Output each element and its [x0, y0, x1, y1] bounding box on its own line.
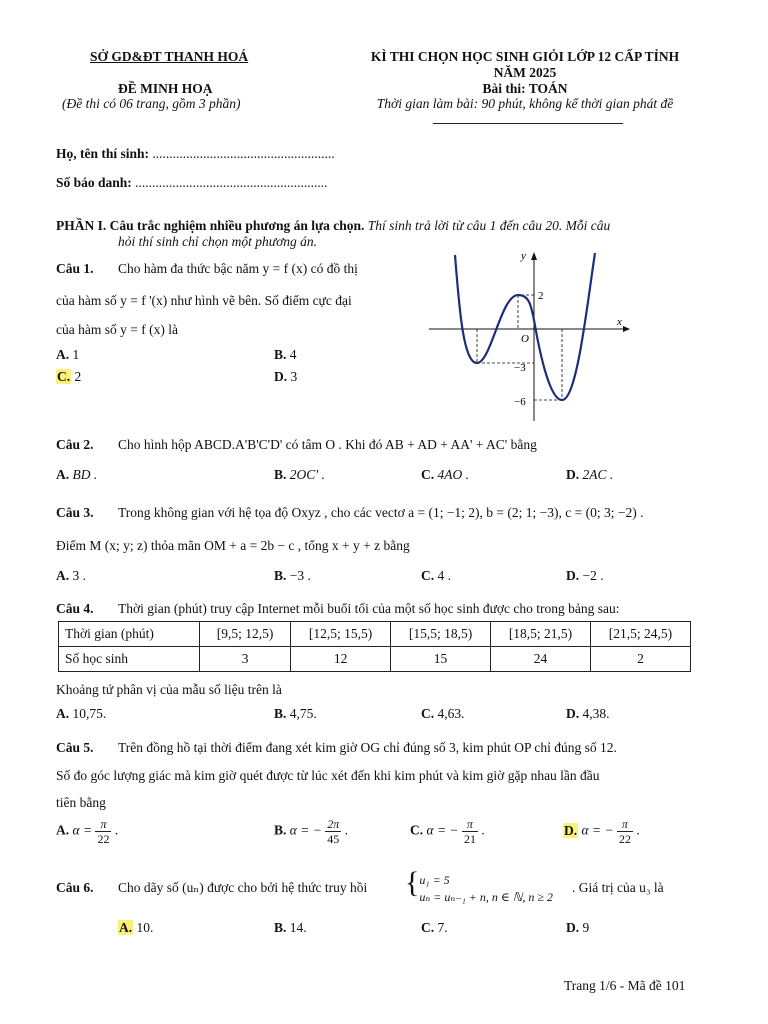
- f-prime-curve: [455, 253, 595, 400]
- q1-option-a[interactable]: [56, 347, 79, 363]
- q5-line2: Số đo góc lượng giác mà kim giờ quét được từ lúc xét đến khi kim phút và kim giờ gặp nhau lần đầu: [56, 768, 600, 783]
- table-cell: 15: [391, 647, 491, 672]
- q6-option-d-text: 9: [582, 920, 590, 935]
- table-row: [59, 647, 691, 672]
- q1-option-b[interactable]: [274, 347, 297, 363]
- q1-option-d[interactable]: [274, 369, 297, 385]
- q5-option-d-fraction: [617, 817, 633, 846]
- part1-title-italic-2: hỏi thí sinh chỉ chọn một phương án.: [118, 234, 318, 249]
- q4-option-d[interactable]: [566, 706, 610, 722]
- q2-option-d[interactable]: [566, 467, 613, 483]
- q2-option-d-key: D.: [566, 467, 580, 482]
- table-cell: Số học sinh: [59, 647, 200, 672]
- table-cell: [9,5; 12,5): [200, 622, 291, 647]
- exam-note: (Đề thi có 06 trang, gồm 3 phần): [62, 96, 241, 111]
- q3-option-a-text: 3 .: [72, 568, 86, 583]
- table-cell: 24: [491, 647, 591, 672]
- q4-text: Thời gian (phút) truy cập Internet mỗi buổi tối của một số học sinh được cho trong bảng sau:: [118, 601, 620, 616]
- graph-tick-m3: −3: [514, 362, 526, 374]
- q3-option-c-text: 4 .: [437, 568, 451, 583]
- candidate-id-label: Số báo danh:: [56, 175, 132, 190]
- q5-option-a[interactable]: A. α = $\frac{\pi}{22}$ .: [56, 817, 119, 846]
- q1-option-c[interactable]: [56, 369, 81, 385]
- q1-option-d-key: D.: [274, 369, 288, 384]
- table-cell: [15,5; 18,5): [391, 622, 491, 647]
- q1-option-c-key: C.: [57, 369, 71, 384]
- candidate-name-row: [56, 146, 335, 162]
- q6-recurrence-system: [405, 868, 553, 906]
- q1-option-a-text: 1: [72, 347, 80, 362]
- x-axis-arrow-icon: [623, 326, 630, 332]
- q5-label: Câu 5.: [56, 740, 94, 755]
- q2-option-c-text: 4AO .: [437, 467, 469, 482]
- table-cell: [12,5; 15,5): [291, 622, 391, 647]
- subject: Bài thi: TOÁN: [482, 81, 568, 96]
- q6-option-a-key: A.: [119, 920, 133, 935]
- q6-sys-line1: u₁ = 5: [419, 872, 450, 887]
- q6-option-b-text: 14.: [289, 920, 307, 935]
- q3-option-c-key: C.: [421, 568, 435, 583]
- table-cell: [18,5; 21,5): [491, 622, 591, 647]
- q5-option-a-prefix: α =: [72, 822, 93, 838]
- fraction-numerator: π: [95, 817, 111, 832]
- page-footer: Trang 1/6 - Mã đề 101: [564, 978, 686, 993]
- header-underline: [433, 123, 623, 124]
- dept-name: SỞ GD&ĐT THANH HOÁ: [90, 49, 249, 64]
- candidate-id-dots: .........................................................: [135, 175, 328, 190]
- q6-option-c[interactable]: [421, 920, 448, 936]
- fraction-denominator: 21: [463, 832, 476, 846]
- q5-option-b[interactable]: B. α = − $\frac{2\pi}{45}$ .: [274, 817, 348, 846]
- q3-option-a[interactable]: [56, 568, 86, 584]
- graph-tick-2: 2: [538, 290, 544, 302]
- q5-line3: tiên bằng: [56, 795, 106, 810]
- q5-option-a-fraction: [95, 817, 111, 846]
- q6-text-after: . Giá trị của u₃ là: [572, 880, 664, 895]
- q5-option-c-key: C.: [410, 822, 424, 838]
- q4-option-c-text: 4,63.: [437, 706, 465, 721]
- table-cell: [21,5; 24,5): [590, 622, 690, 647]
- q6-option-b[interactable]: [274, 920, 307, 936]
- q6-option-a-text: 10.: [136, 920, 154, 935]
- candidate-name-dots: ......................................................: [152, 146, 335, 161]
- q4-option-c-key: C.: [421, 706, 435, 721]
- fraction-numerator: π: [617, 817, 633, 832]
- q6-option-c-key: C.: [421, 920, 435, 935]
- fraction-numerator: 2π: [327, 817, 340, 831]
- q5-option-a-key: A.: [56, 822, 70, 838]
- q4-label: Câu 4.: [56, 601, 94, 616]
- q2-label: Câu 2.: [56, 437, 94, 452]
- brace-icon: {: [405, 866, 420, 899]
- q1-derivative-graph: [425, 245, 635, 425]
- q3-option-c[interactable]: [421, 568, 451, 584]
- q3-line1: Trong không gian với hệ tọa độ Oxyz , cho các vectơ a = (1; −1; 2), b = (2; 1; −3), c = (0; 3; −2) .: [118, 505, 644, 520]
- q6-text-before: Cho dãy số (uₙ) được cho bởi hệ thức truy hồi: [118, 880, 368, 895]
- fraction-denominator: 45: [327, 832, 340, 846]
- q3-option-d-text: −2 .: [582, 568, 604, 583]
- q4-option-a-key: A.: [56, 706, 70, 721]
- graph-x-label: x: [617, 316, 622, 328]
- part1-title-bold: PHẦN I. Câu trắc nghiệm nhiều phương án lựa chọn.: [56, 218, 365, 233]
- candidate-name-label: Họ, tên thí sinh:: [56, 146, 150, 161]
- q1-option-d-text: 3: [290, 369, 298, 384]
- candidate-id-row: [56, 175, 328, 191]
- q1-option-b-key: B.: [274, 347, 287, 362]
- q5-option-b-prefix: α = −: [289, 822, 322, 838]
- q3-option-a-key: A.: [56, 568, 70, 583]
- graph-origin-label: O: [521, 333, 529, 345]
- q6-option-b-key: B.: [274, 920, 287, 935]
- q6-option-c-text: 7.: [437, 920, 448, 935]
- q6-label: Câu 6.: [56, 880, 94, 895]
- q1-option-c-text: 2: [74, 369, 82, 384]
- y-axis-arrow-icon: [531, 252, 537, 260]
- q3-label: Câu 3.: [56, 505, 94, 520]
- q3-option-b-text: −3 .: [289, 568, 311, 583]
- table-cell: 3: [200, 647, 291, 672]
- table-cell: 12: [291, 647, 391, 672]
- table-cell: Thời gian (phút): [59, 622, 200, 647]
- q6-option-a[interactable]: [118, 920, 153, 936]
- q4-option-b-text: 4,75.: [289, 706, 317, 721]
- q2-option-b-text: 2OC' .: [289, 467, 325, 482]
- q5-option-b-fraction: [325, 817, 341, 846]
- exam-title-line1: KÌ THI CHỌN HỌC SINH GIỎI LỚP 12 CẤP TỈNH: [370, 49, 680, 64]
- q4-option-d-key: D.: [566, 706, 580, 721]
- q5-option-c-fraction: [462, 817, 478, 846]
- q2-text: Cho hình hộp ABCD.A'B'C'D' có tâm O . Khi đó AB + AD + AA' + AC' bằng: [118, 437, 537, 452]
- q1-label: Câu 1.: [56, 261, 94, 276]
- q5-option-c[interactable]: C. α = − $\frac{\pi}{21}$ .: [410, 817, 485, 846]
- q5-option-d-key: D.: [564, 822, 578, 838]
- q3-option-b-key: B.: [274, 568, 287, 583]
- q4-option-b[interactable]: [274, 706, 317, 722]
- q4-option-c[interactable]: [421, 706, 465, 722]
- q2-option-a-key: A.: [56, 467, 70, 482]
- q5-option-d-prefix: α = −: [581, 822, 614, 838]
- q1-option-a-key: A.: [56, 347, 70, 362]
- q1-option-b-text: 4: [289, 347, 297, 362]
- table-cell: 2: [590, 647, 690, 672]
- part1-title-italic: Thí sinh trả lời từ câu 1 đến câu 20. Mỗi câu: [367, 218, 611, 233]
- q6-option-d[interactable]: [566, 920, 589, 936]
- q2-option-b[interactable]: [274, 467, 325, 483]
- table-row: [59, 622, 691, 647]
- q3-line2: Điểm M (x; y; z) thỏa mãn OM + a = 2b − c , tổng x + y + z bằng: [56, 538, 410, 553]
- time-note: Thời gian làm bài: 90 phút, không kể thời gian phát đề: [376, 96, 674, 111]
- q5-option-c-prefix: α = −: [426, 822, 459, 838]
- q5-option-d[interactable]: D. α = − $\frac{\pi}{22}$ .: [564, 817, 640, 846]
- q2-option-b-key: B.: [274, 467, 287, 482]
- q2-option-d-text: 2AC .: [582, 467, 614, 482]
- q4-option-d-text: 4,38.: [582, 706, 610, 721]
- q4-option-a[interactable]: [56, 706, 106, 722]
- q3-option-d-key: D.: [566, 568, 580, 583]
- q2-option-c[interactable]: [421, 467, 469, 483]
- q1-line2: của hàm số y = f '(x) như hình vẽ bên. Số điểm cực đại: [56, 293, 352, 308]
- exam-title-line2: NĂM 2025: [493, 65, 557, 80]
- fraction-numerator: π: [462, 817, 478, 832]
- part1-title: [56, 218, 610, 234]
- graph-y-label: y: [521, 250, 526, 262]
- fraction-denominator: 22: [618, 832, 631, 846]
- q4-table: [58, 621, 691, 672]
- q4-after: Khoảng tứ phân vị của mẫu số liệu trên là: [56, 682, 282, 697]
- graph-tick-m6: −6: [514, 396, 526, 408]
- q4-option-b-key: B.: [274, 706, 287, 721]
- exam-type: ĐỀ MINH HOẠ: [118, 81, 213, 96]
- q3-option-d[interactable]: [566, 568, 604, 584]
- q1-line3: của hàm số y = f (x) là: [56, 322, 178, 337]
- fraction-denominator: 22: [97, 832, 110, 846]
- q2-option-a[interactable]: [56, 467, 97, 483]
- q5-option-b-key: B.: [274, 822, 287, 838]
- q2-option-c-key: C.: [421, 467, 435, 482]
- q2-option-a-text: BD .: [72, 467, 98, 482]
- q6-sys-line2: uₙ = uₙ₋₁ + n, n ∈ ℕ, n ≥ 2: [419, 889, 553, 904]
- q6-option-d-key: D.: [566, 920, 580, 935]
- q3-option-b[interactable]: [274, 568, 311, 584]
- q5-line1: Trên đồng hồ tại thời điểm đang xét kim giờ OG chỉ đúng số 3, kim phút OP chỉ đúng số 12.: [118, 740, 617, 755]
- q1-line1: Cho hàm đa thức bậc năm y = f (x) có đồ thị: [118, 261, 358, 276]
- q4-option-a-text: 10,75.: [72, 706, 107, 721]
